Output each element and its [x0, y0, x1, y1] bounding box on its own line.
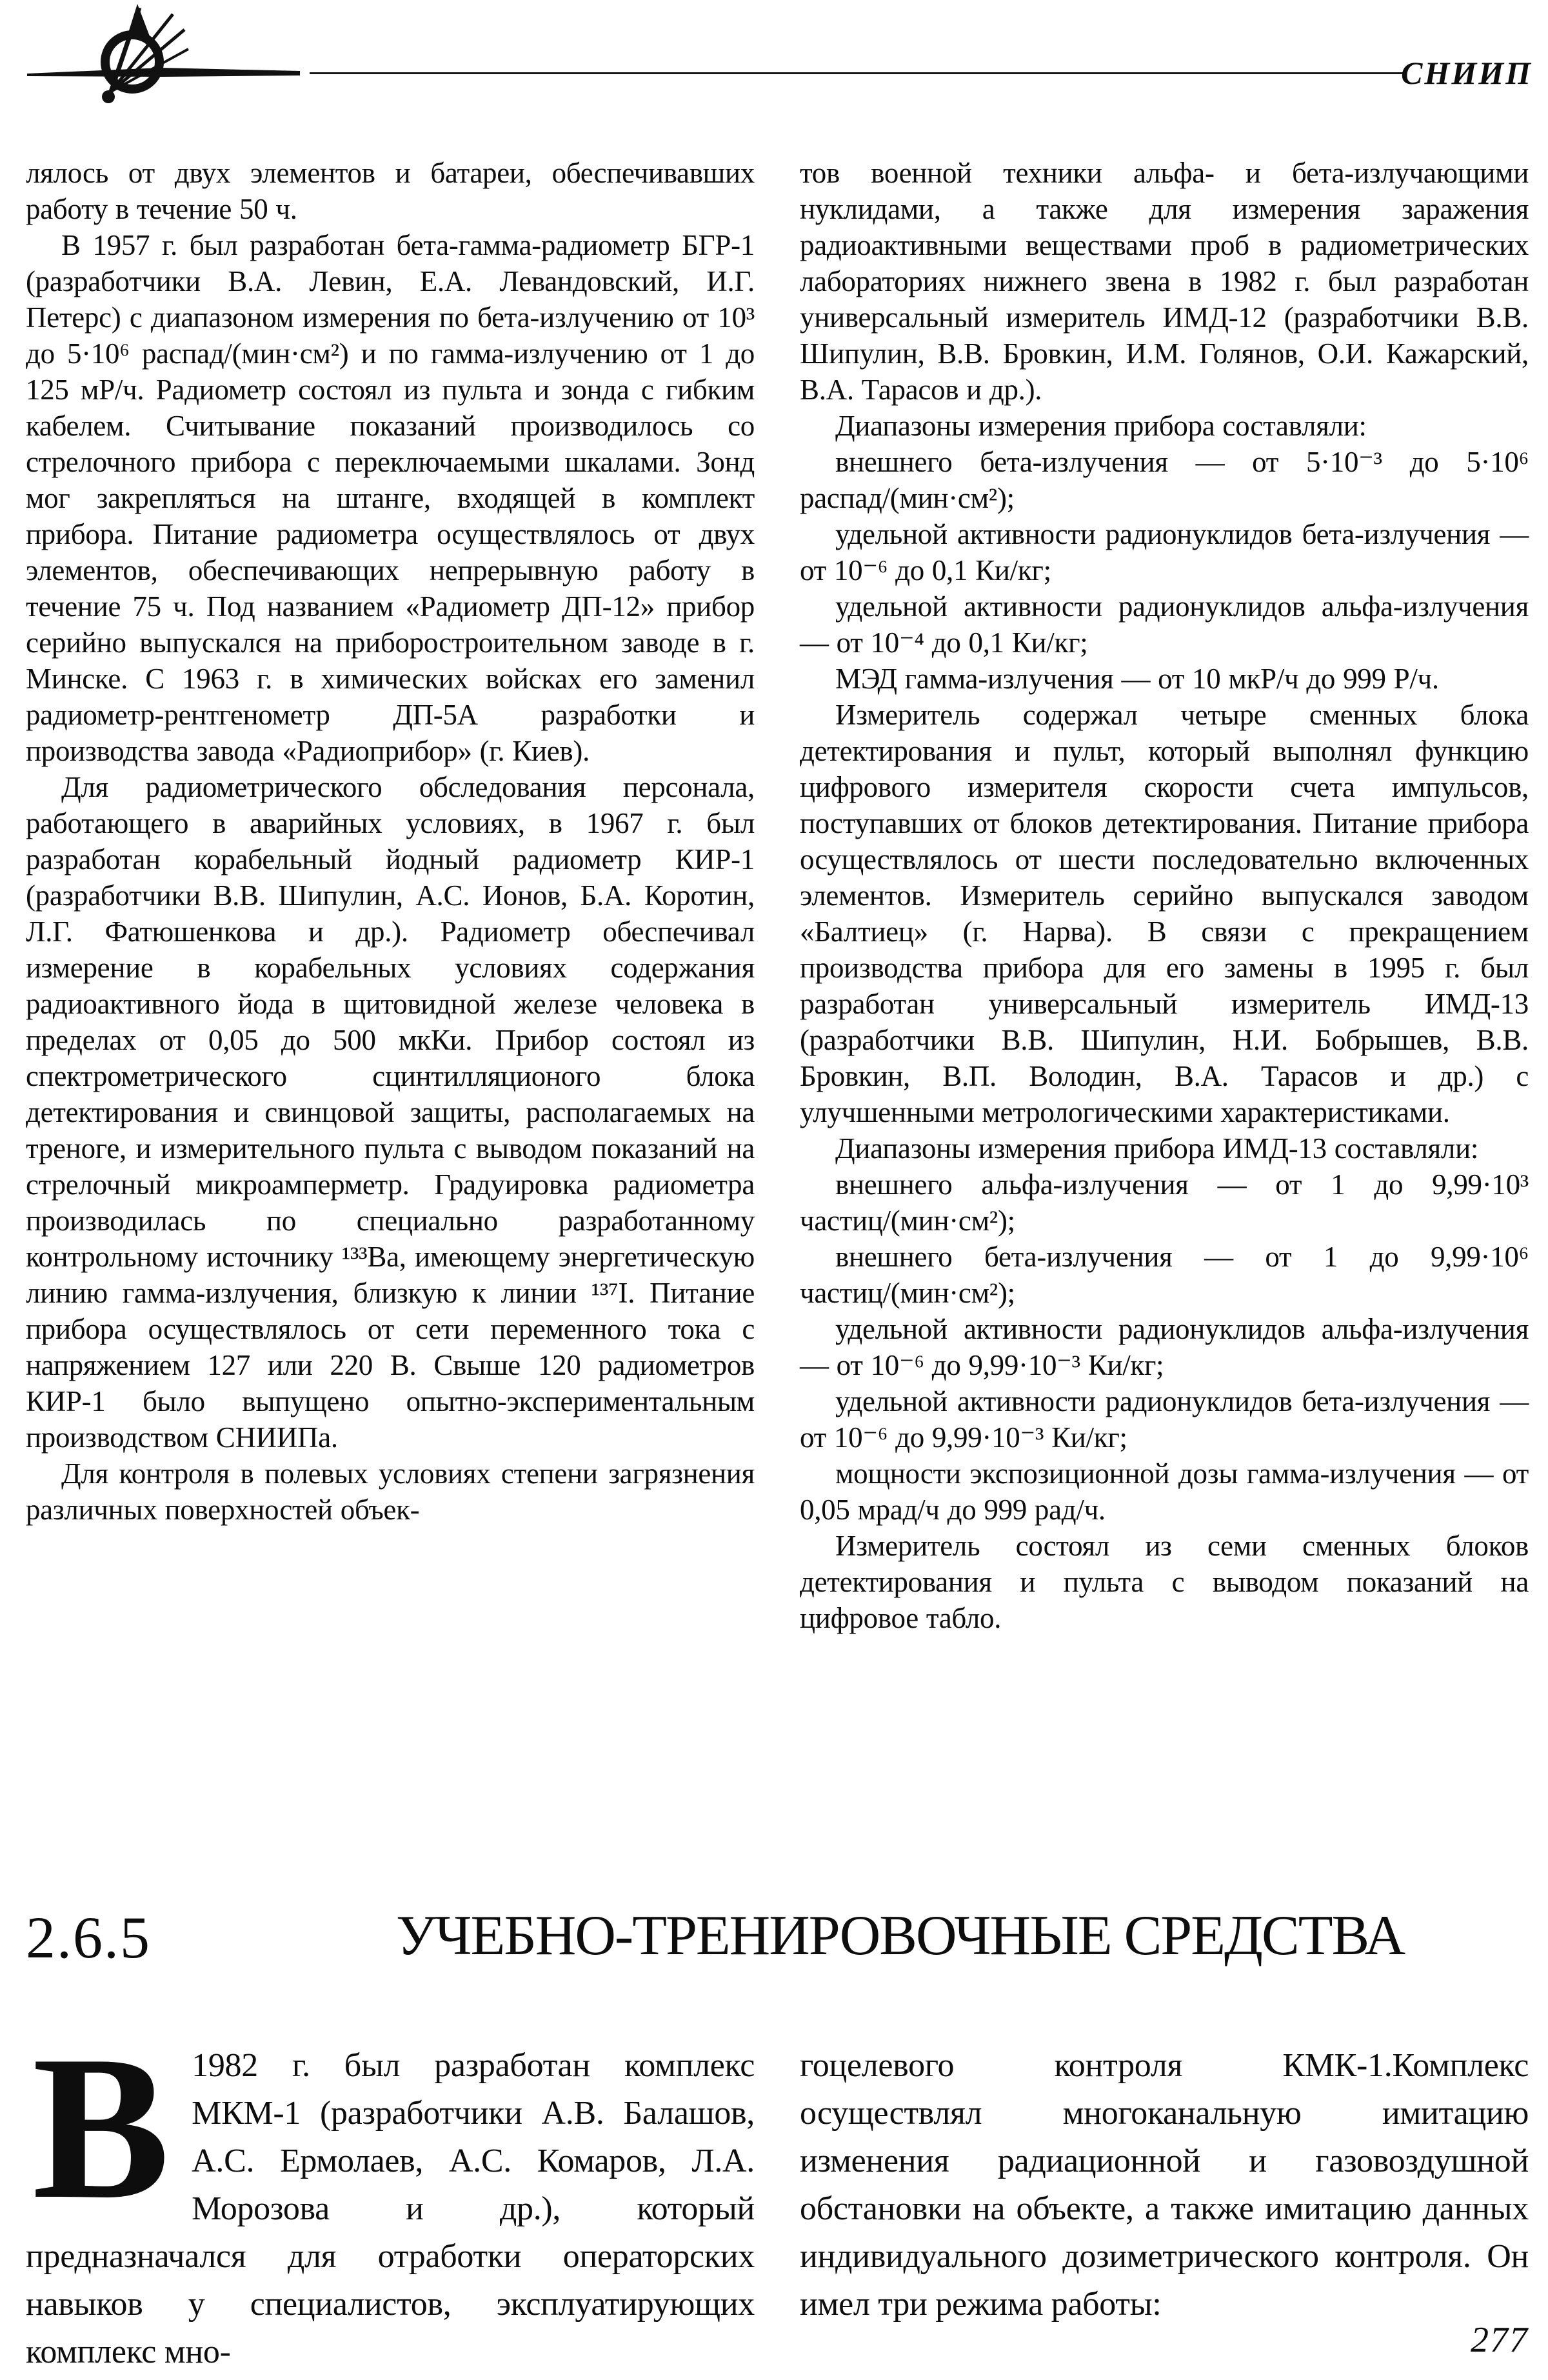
paragraph-right-8: внешнего альфа-излучения — от 1 до 9,99·10³ частиц/(мин·см²);	[800, 1168, 1529, 1237]
paragraph-right-7: Диапазоны измерения прибора ИМД-13 составляли:	[835, 1132, 1479, 1165]
bottom-column-right	[800, 2042, 1529, 2376]
paragraph-left-2: Для радиометрического обследования персонала, работающего в аварийных условиях, в 1967 г. был разработан корабельный йодный радиометр КИР-1 (разработчики В.В. Шипулин, А.С. Ионов, Б.А. Коротин, Л.Г. Фатюшенкова и др.). Радиометр обеспечивал измерение в корабельных условиях содержания радиоактивного йода в щитовидной железе человека в пределах от 0,05 до 500 мкКи. Прибор состоял из спектрометрического сцинтилляционого блока детектирования и свинцовой защиты, располагаемых на треноге, и измерительного пульта с выводом показаний на стрелочный микроамперметр. Градуировка радиометра производилась по специально разработанному контрольному источнику ¹³³Ва, имеющему энергетическую линию гамма-излучения, близкую к линии ¹³⁷I. Питание прибора осуществлялось от сети переменного тока с напряжением 127 или 220 В. Свыше 120 радиометров КИР-1 было выпущено опытно-экспериментальным производством СНИИПа.	[26, 771, 755, 1454]
paragraph-right-11: удельной активности радионуклидов бета-излучения — от 10⁻⁶ до 9,99·10⁻³ Ки/кг;	[800, 1385, 1529, 1454]
paragraph-right-6: Измеритель содержал четыре сменных блока детектирования и пульт, который выполнял функцию цифрового измерителя скорости счета импульсов, поступавших от блоков детектирования. Питание прибора осуществлялось от шести последовательно включенных элементов. Измеритель серийно выпускался заводом «Балтиец» (г. Нарва). В связи с прекращением производства прибора для его замены в 1995 г. был разработан универсальный измеритель ИМД-13 (разработчики В.В. Шипулин, Н.И. Бобрышев, В.В. Бровкин, В.П. Володин, В.А. Тарасов и др.) с улучшенными метрологическими характеристиками.	[800, 699, 1529, 1128]
paragraph-left-3: Для контроля в полевых условиях степени загрязнения различных поверхностей объек-	[26, 1457, 755, 1526]
bottom-left-paragraph	[26, 2014, 755, 2376]
paragraph-right-13: Измеритель состоял из семи сменных блоков детектирования и пульта с выводом показаний на цифровое табло.	[800, 1530, 1529, 1634]
header-brand: СНИИП	[1401, 55, 1533, 91]
drop-cap: В	[32, 2014, 170, 2242]
main-text	[26, 155, 1529, 1636]
paragraph-right-0: тов военной техники альфа- и бета-излучающими нуклидами, а также для измерения заражения радиоактивными веществами проб в радиометрических лабораториях нижнего звена в 1982 г. был разработан универсальный измеритель ИМД-12 (разработчики В.В. Шипулин, В.В. Бровкин, И.М. Голянов, О.И. Кажарский, В.А. Тарасов и др.).	[800, 157, 1529, 406]
paragraph-right-9: внешнего бета-излучения — от 1 до 9,99·10⁶ частиц/(мин·см²);	[800, 1241, 1529, 1309]
paragraph-right-10: удельной активности радионуклидов альфа-излучения — от 10⁻⁶ до 9,99·10⁻³ Ки/кг;	[800, 1313, 1529, 1381]
paragraph-right-1: Диапазоны измерения прибора составляли:	[835, 410, 1367, 442]
header-rule	[310, 72, 1403, 74]
page-number: 277	[1471, 2320, 1529, 2360]
section-heading	[26, 1905, 1535, 1971]
bottom-column-left	[26, 2014, 755, 2376]
paragraph-right-12: мощности экспозиционной дозы гамма-излучения — от 0,05 мрад/ч до 999 рад/ч.	[800, 1457, 1529, 1526]
bottom-left-text: 1982 г. был разработан комплекс МКМ-1 (разработчики А.В. Балашов, А.С. Ермолаев, А.С. Комаров, Л.А. Морозова и др.), который предназначался для отработки операторских навыков у специалистов, эксплуатирующих комплекс мно-	[26, 2047, 755, 2370]
bottom-right-paragraph: гоцелевого контроля КМК-1.Комплекс осуществлял многоканальную имитацию изменения радиационной и газовоздушной обстановки на объекте, а также имитацию данных индивидуального дозиметрического контроля. Он имел три режима работы:	[800, 2047, 1529, 2323]
column-right	[800, 155, 1529, 1636]
paragraph-right-3: удельной активности радионуклидов бета-излучения — от 10⁻⁶ до 0,1 Ки/кг;	[800, 518, 1529, 586]
paragraph-right-5: МЭД гамма-излучения — от 10 мкР/ч до 999 Р/ч.	[835, 663, 1439, 695]
sniip-logo	[13, 0, 310, 113]
bottom-text	[26, 2014, 1529, 2376]
section-number: 2.6.5	[26, 1905, 151, 1970]
paragraph-right-4: удельной активности радионуклидов альфа-излучения — от 10⁻⁴ до 0,1 Ки/кг;	[800, 590, 1529, 659]
section-title: УЧЕБНО-ТРЕНИРОВОЧНЫЕ СРЕДСТВА	[396, 1905, 1405, 1967]
paragraph-right-2: внешнего бета-излучения — от 5·10⁻³ до 5·10⁶ распад/(мин·см²);	[800, 446, 1529, 514]
paragraph-left-0: лялось от двух элементов и батареи, обеспечивавших работу в течение 50 ч.	[26, 157, 755, 225]
column-left	[26, 155, 755, 1636]
paragraph-left-1: В 1957 г. был разработан бета-гамма-радиометр БГР-1 (разработчики В.А. Левин, Е.А. Левандовский, И.Г. Петерс) с диапазоном измерения по бета-излучению от 10³ до 5·10⁶ распад/(мин·см²) и по гамма-излучению от 1 до 125 мР/ч. Радиометр состоял из пульта и зонда с гибким кабелем. Считывание показаний производилось со стрелочного прибора с переключаемыми шкалами. Зонд мог закрепляться на штанге, входящей в комплект прибора. Питание радиометра осуществлялось от двух элементов, обеспечивающих непрерывную работу в течение 75 ч. Под названием «Радиометр ДП-12» прибор серийно выпускался на приборостроительном заводе в г. Минске. С 1963 г. в химических войсках его заменил радиометр-рентгенометр ДП-5А разработки и производства завода «Радиоприбор» (г. Киев).	[26, 229, 755, 767]
